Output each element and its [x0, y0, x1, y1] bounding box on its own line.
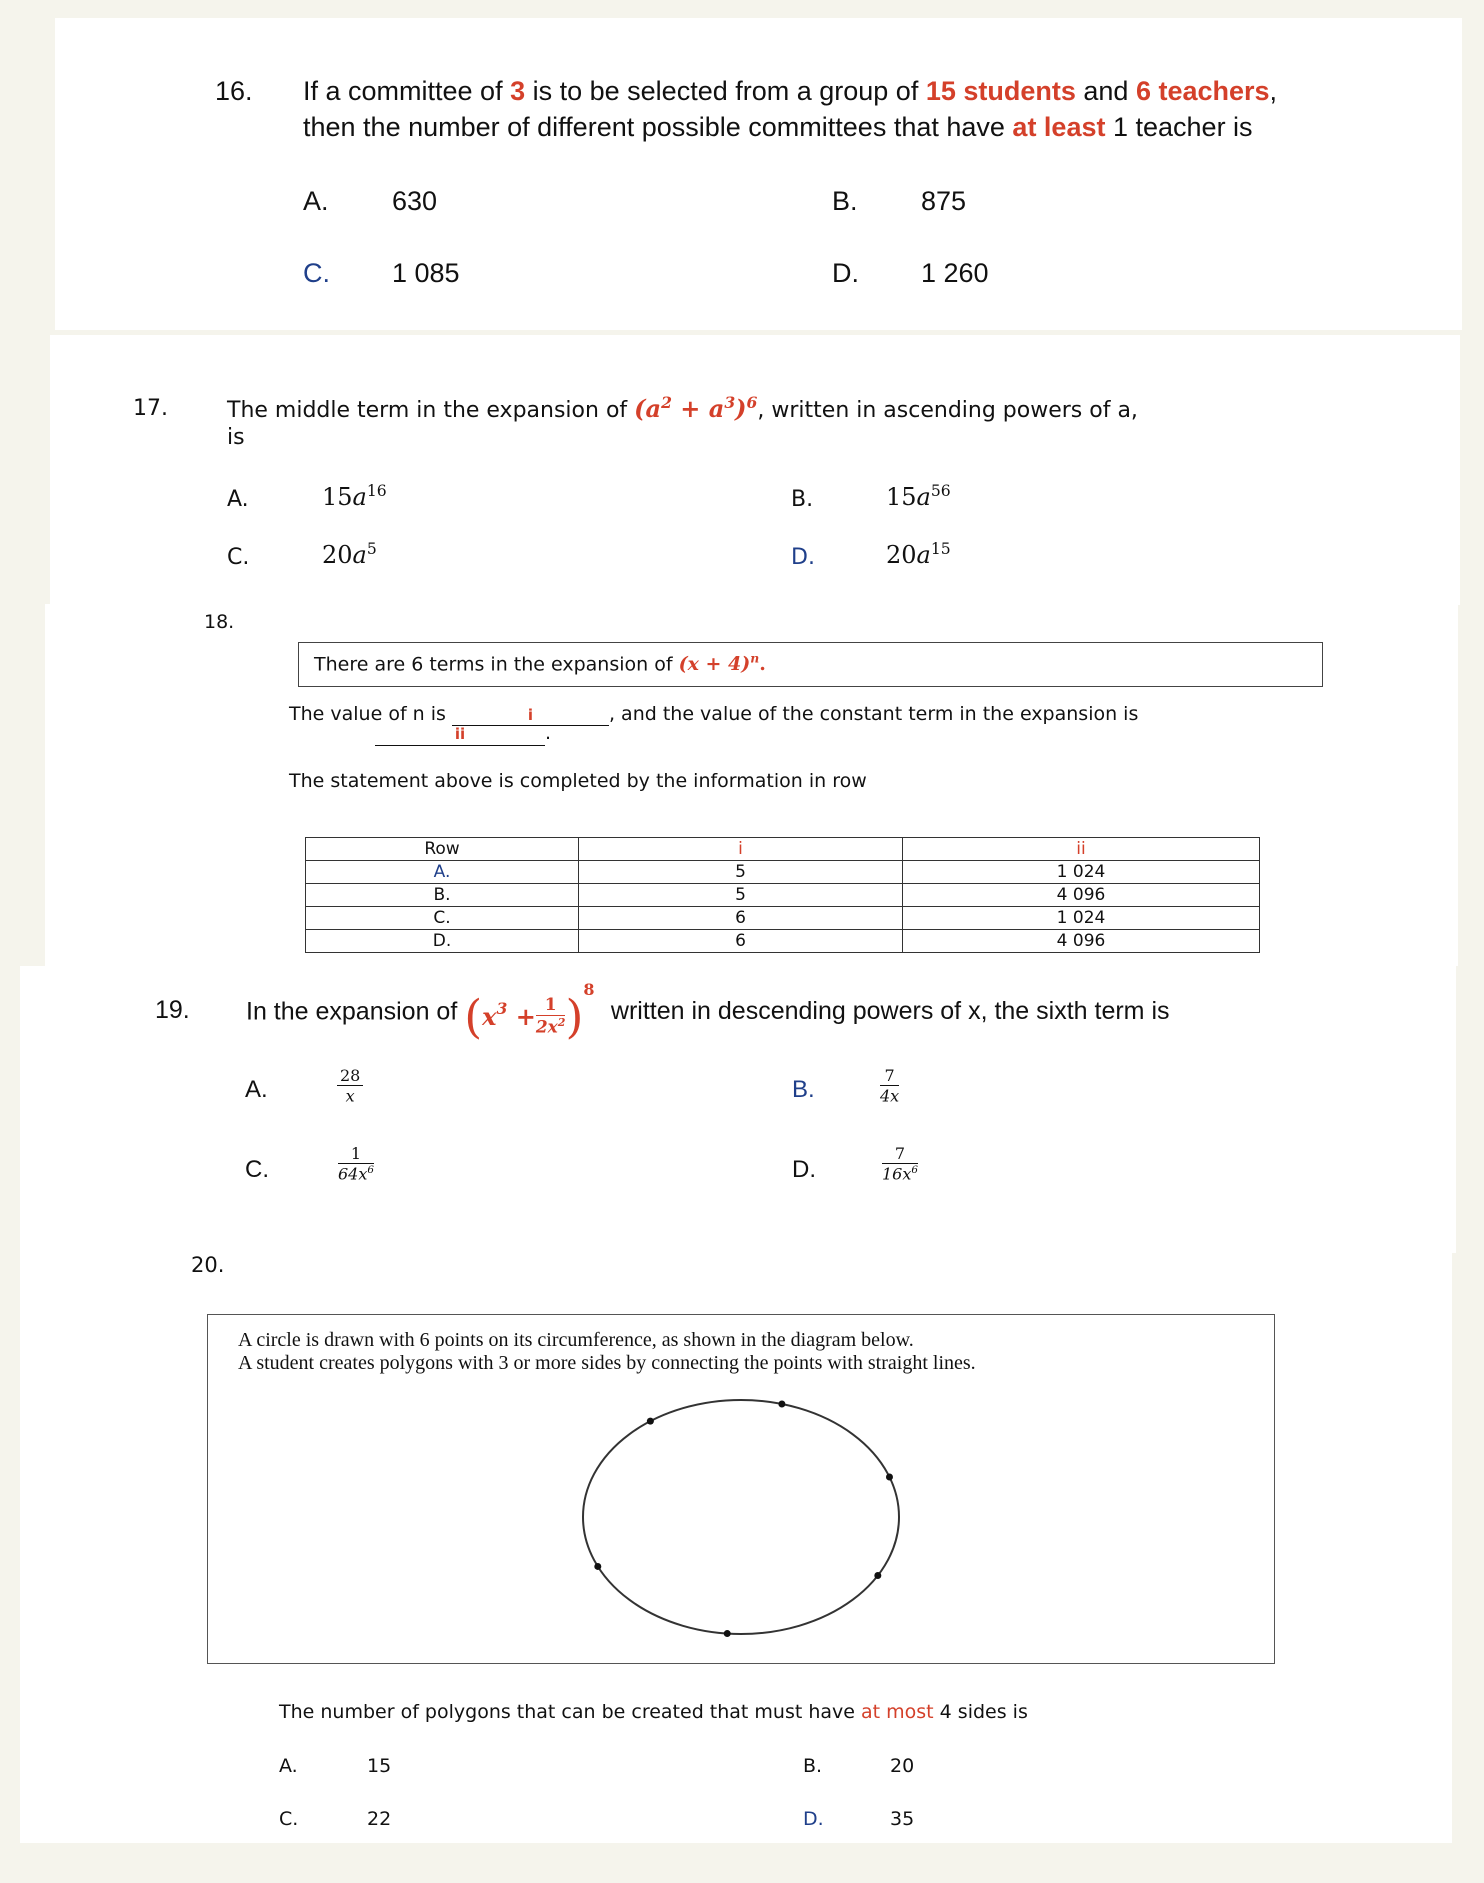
answer-rows-table: [305, 837, 1260, 953]
option-d-value: 1 260: [921, 258, 989, 288]
option-d-letter[interactable]: D.: [792, 1156, 816, 1183]
question-stem-line2: then the number of different possible committees that have at least 1 teacher is: [303, 112, 1253, 142]
option-b-letter[interactable]: B.: [803, 1755, 823, 1777]
option-d-letter[interactable]: D.: [803, 1808, 824, 1830]
statement-completion: The statement above is completed by the information in row: [289, 770, 867, 792]
at-most-highlight: at most: [861, 1701, 934, 1723]
question-16-panel: [55, 18, 1462, 330]
table-row[interactable]: C. 6 1 024: [306, 907, 1260, 930]
circumference-point: [647, 1418, 654, 1425]
question-number: 19.: [155, 996, 190, 1024]
option-c-letter[interactable]: C.: [279, 1808, 299, 1830]
option-d-value: $20a^{15}$: [886, 540, 951, 569]
option-b-letter[interactable]: B.: [832, 186, 858, 216]
question-number: 17.: [133, 396, 168, 421]
circle-diagram: [580, 1393, 920, 1653]
value-statement-line1: The value of n is i , and the value of the constant term in the expansion is: [289, 703, 1139, 725]
teachers-count: 6 teachers: [1135, 76, 1270, 106]
table-row[interactable]: D. 6 4 096: [306, 930, 1260, 953]
given-expression: $(x + 4)^n$.: [678, 651, 766, 676]
option-b-letter[interactable]: B.: [792, 1076, 815, 1103]
committee-size: 3: [510, 76, 526, 106]
question-stem: In the expansion of ($x^3$ + $\frac{1}{2x^2}$ )$^8$ written in descending powers of x, the sixth term is: [246, 980, 1170, 1044]
given-info-text: There are 6 terms in the expansion of $(x + 4)^n$.: [314, 651, 766, 676]
option-b-value: 20: [890, 1755, 915, 1777]
question-19-panel: [20, 966, 1456, 1253]
circle: [583, 1400, 899, 1634]
diagram-description-line2: A student creates polygons with 3 or more sides by connecting the points with straight lines.: [238, 1352, 976, 1374]
option-c-letter[interactable]: C.: [227, 545, 250, 570]
option-b-value: $\frac{7}{4x}$: [880, 1066, 900, 1106]
at-least-highlight: at least: [1012, 112, 1106, 142]
circumference-point: [594, 1563, 601, 1570]
option-a-value: $\frac{28}{x}$: [337, 1066, 363, 1106]
option-d-value: $\frac{7}{16x^6}$: [882, 1144, 919, 1184]
option-a-value: 15: [367, 1755, 392, 1777]
option-d-letter[interactable]: D.: [791, 545, 815, 570]
option-c-value: $20a^5$: [322, 540, 377, 569]
expansion-expression: ($x^3$ + $\frac{1}{2x^2}$ )$^8$: [464, 980, 595, 1044]
option-b-value: $15a^{56}$: [886, 482, 951, 511]
option-a-value: 630: [392, 186, 438, 216]
question-17-panel: [50, 335, 1460, 605]
option-c-letter[interactable]: C.: [303, 258, 330, 288]
question-18-panel: [45, 604, 1458, 966]
question-number: 20.: [191, 1253, 225, 1277]
circumference-point: [874, 1572, 881, 1579]
blank-ii: ii: [375, 723, 545, 746]
table-header-row: Row i ii: [306, 838, 1260, 861]
diagram-description-line1: A circle is drawn with 6 points on its circumference, as shown in the diagram below.: [238, 1329, 914, 1351]
option-b-value: 875: [921, 186, 967, 216]
option-d-value: 35: [890, 1808, 915, 1830]
option-c-letter[interactable]: C.: [245, 1156, 269, 1183]
option-c-value: $\frac{1}{64x^6}$: [338, 1144, 375, 1184]
question-stem-line1: The middle term in the expansion of $(a^2 + a^3)^6$, written in ascending powers of a,: [227, 393, 1138, 423]
question-number: 18.: [204, 611, 235, 633]
table-row[interactable]: B. 5 4 096: [306, 884, 1260, 907]
students-count: 15 students: [925, 76, 1076, 106]
question-number: 16.: [215, 76, 253, 106]
value-statement-line2: ii .: [375, 722, 551, 746]
expression: $(a^2 + a^3)^6$: [634, 393, 758, 423]
question-stem-line1: If a committee of 3 is to be selected from a group of 15 students and 6 teachers,: [303, 76, 1278, 106]
option-a-letter[interactable]: A.: [303, 186, 329, 216]
question-20-panel: [20, 1253, 1452, 1843]
option-c-value: 22: [367, 1808, 392, 1830]
option-c-value: 1 085: [392, 258, 460, 288]
option-a-letter[interactable]: A.: [245, 1076, 268, 1103]
circumference-points: [594, 1400, 893, 1637]
blank-i: i: [452, 705, 609, 726]
table-row[interactable]: A. 5 1 024: [306, 861, 1260, 884]
option-b-letter[interactable]: B.: [791, 487, 814, 512]
option-a-letter[interactable]: A.: [279, 1755, 298, 1777]
circumference-point: [724, 1630, 731, 1637]
option-d-letter[interactable]: D.: [832, 258, 859, 288]
option-a-value: $15a^{16}$: [322, 482, 387, 511]
circumference-point: [886, 1473, 893, 1480]
question-stem-line2: is: [227, 425, 245, 450]
option-a-letter[interactable]: A.: [227, 487, 249, 512]
question-stem: The number of polygons that can be created that must have at most 4 sides is: [279, 1701, 1028, 1723]
circumference-point: [778, 1400, 785, 1407]
